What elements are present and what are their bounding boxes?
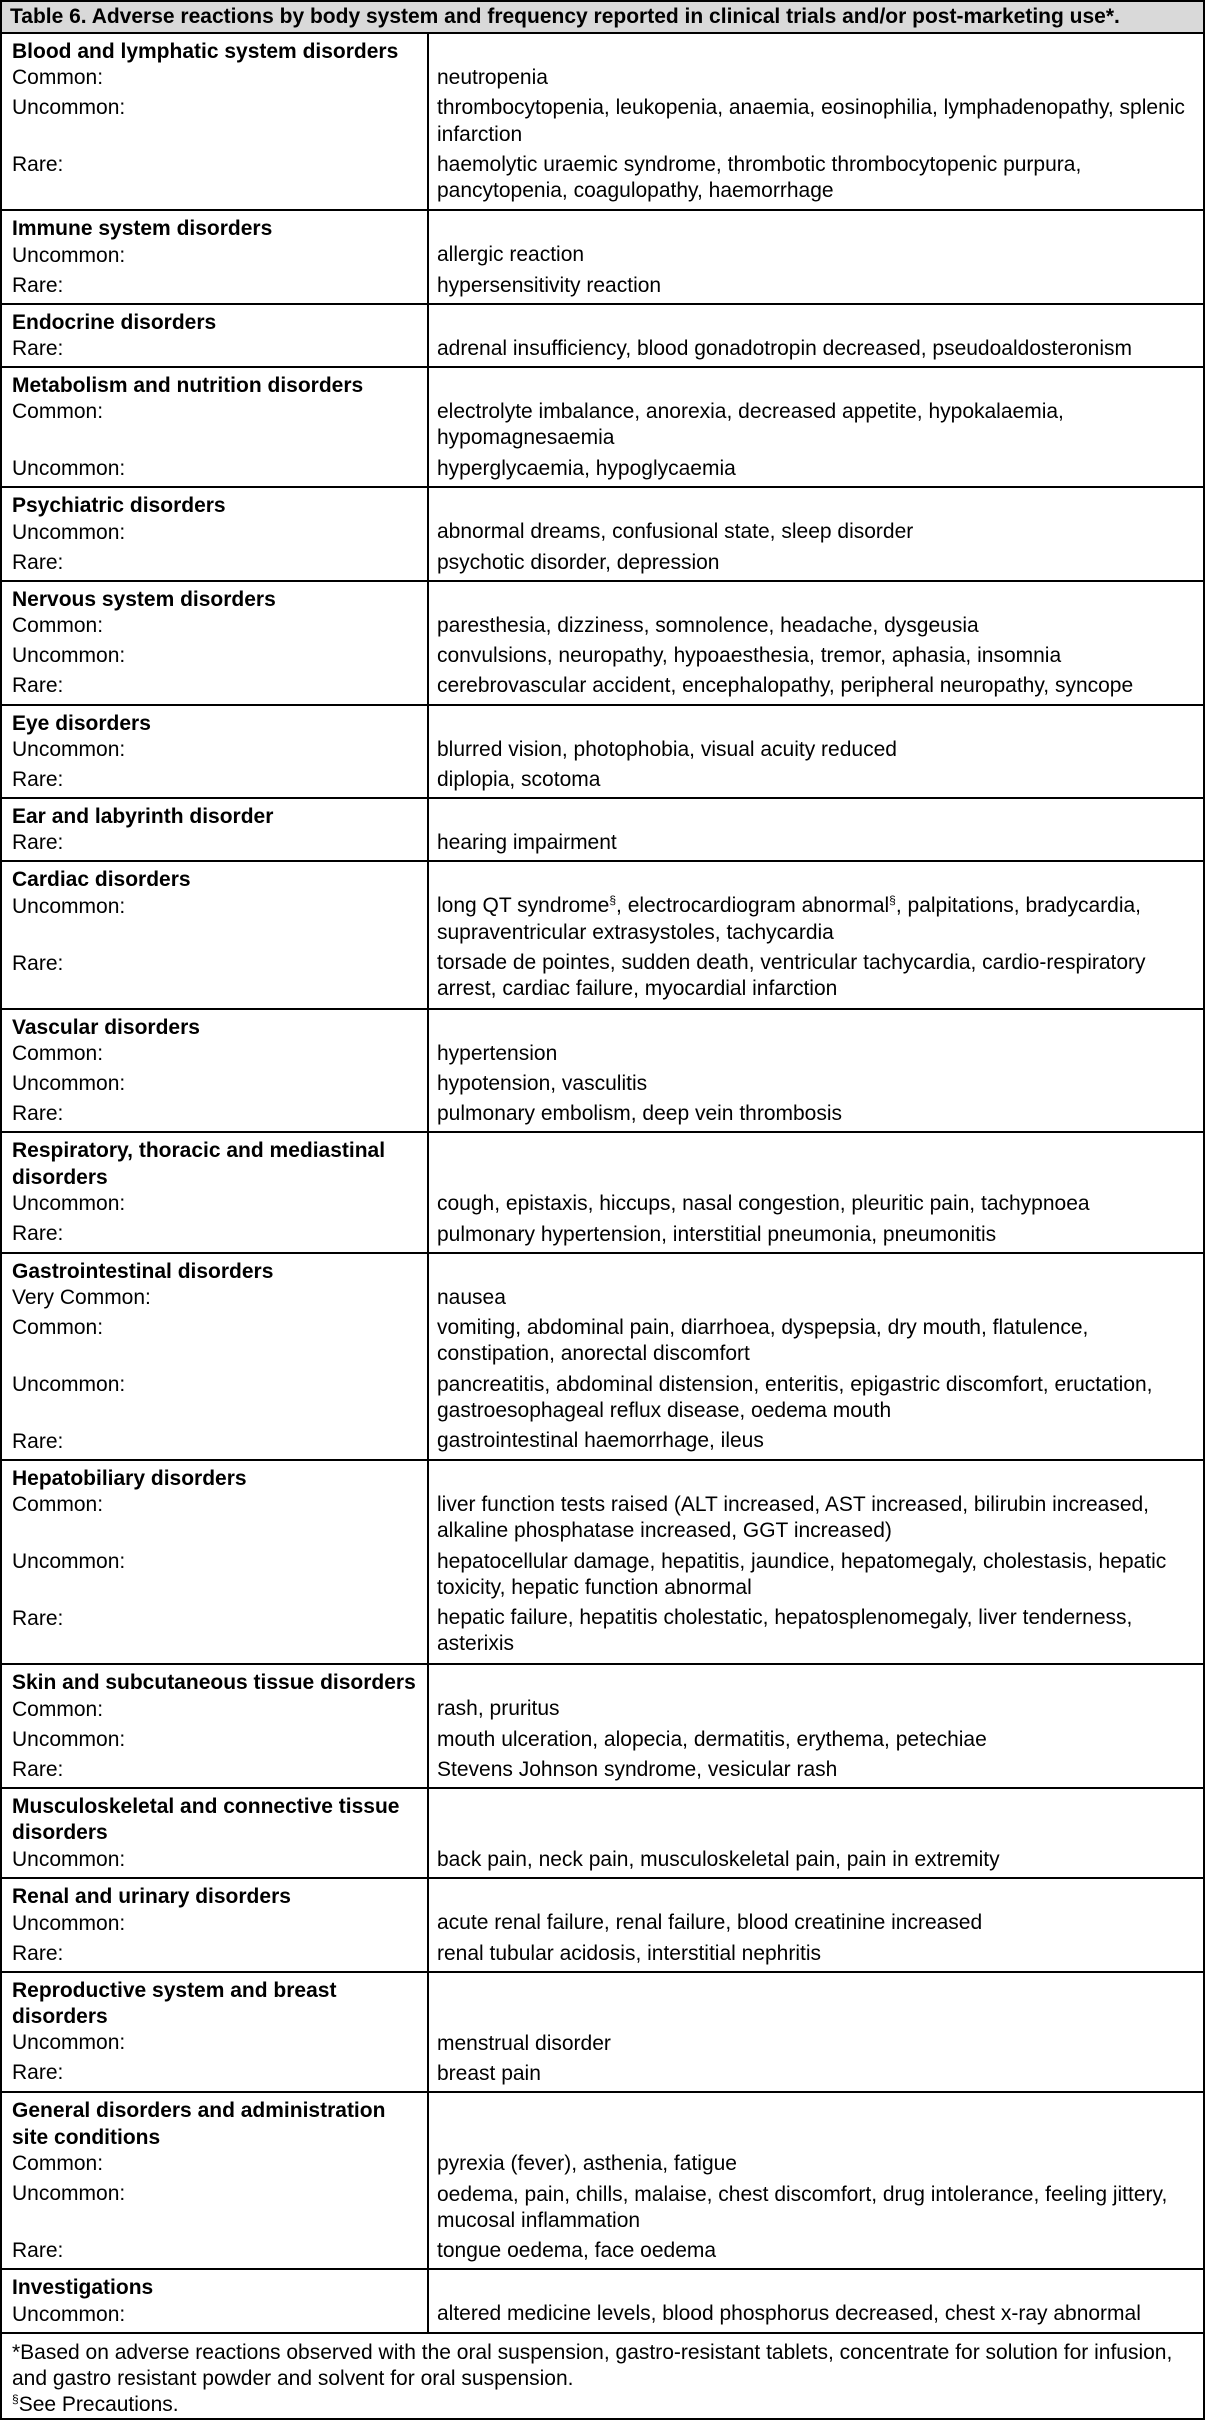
reaction-list: paresthesia, dizziness, somnolence, headache, dysgeusia [437, 613, 979, 637]
table-body [2, 34, 1203, 2334]
frequency-label: Rare: [12, 831, 64, 855]
spacer [437, 2098, 1197, 2151]
reactions-column [429, 488, 1203, 580]
frequency-label: Rare: [12, 1221, 64, 1245]
frequency-label: Uncommon: [12, 520, 126, 544]
body-system-name: Endocrine disorders [12, 310, 217, 334]
table-title: Table 6. Adverse reactions by body system and frequency reported in clinical trials and/or post-marketing use*. [2, 2, 1203, 34]
spacer [437, 1670, 1197, 1696]
frequency-label: Common: [12, 614, 104, 637]
body-system-name: Investigations [12, 2276, 154, 2300]
frequency-label: Rare: [12, 273, 64, 297]
system-section [2, 368, 1203, 488]
spacer [437, 2275, 1197, 2301]
system-column [2, 1461, 429, 1663]
system-section [2, 862, 1203, 1009]
frequency-label: Uncommon: [12, 96, 126, 120]
reaction-list: pyrexia (fever), asthenia, fatigue [437, 2152, 737, 2176]
system-section [2, 305, 1203, 368]
frequency-label: Rare: [12, 550, 64, 574]
body-system-name: General disorders and administration site conditions [12, 2099, 386, 2149]
system-section [2, 1789, 1203, 1879]
reactions-column [429, 1133, 1203, 1252]
reactions-column [429, 582, 1203, 704]
reactions-column [429, 1789, 1203, 1877]
frequency-label: Uncommon: [12, 1071, 126, 1095]
reaction-list: blurred vision, photophobia, visual acuity reduced [437, 737, 897, 761]
table-footnotes [2, 2334, 1203, 2420]
body-system-name: Ear and labyrinth disorder [12, 805, 274, 828]
spacer [437, 1884, 1197, 1910]
system-section [2, 2270, 1203, 2333]
body-system-name: Musculoskeletal and connective tissue disorders [12, 1795, 400, 1845]
spacer [437, 1978, 1197, 2031]
reaction-list: cerebrovascular accident, encephalopathy, peripheral neuropathy, syncope [437, 674, 1134, 698]
frequency-label: Rare: [12, 1430, 64, 1453]
spacer [437, 587, 1197, 613]
frequency-label: Uncommon: [12, 894, 126, 918]
frequency-label: Uncommon: [12, 2181, 126, 2205]
reaction-list: renal tubular acidosis, interstitial nephritis [437, 1941, 822, 1965]
frequency-label: Very Common: [12, 1286, 151, 1309]
section-symbol: § [889, 893, 896, 908]
spacer [437, 711, 1197, 737]
reaction-list: abnormal dreams, confusional state, sleep disorder [437, 520, 914, 544]
reaction-list: back pain, neck pain, musculoskeletal pain, pain in extremity [437, 1848, 1000, 1871]
frequency-label: Uncommon: [12, 1727, 126, 1751]
body-system-name: Skin and subcutaneous tissue disorders [12, 1671, 416, 1695]
body-system-name: Hepatobiliary disorders [12, 1467, 247, 1490]
frequency-label: Common: [12, 66, 104, 90]
system-column [2, 488, 429, 580]
reactions-column [429, 305, 1203, 366]
reaction-list: pancreatitis, abdominal distension, enteritis, epigastric discomfort, eructation, gastroesophageal reflux disease, oedema mouth [437, 1372, 1153, 1422]
frequency-label: Rare: [12, 1941, 64, 1965]
system-column [2, 1133, 429, 1252]
reaction-list: liver function tests raised (ALT increased, AST increased, bilirubin increased, alkaline phosphatase increased, GGT increased) [437, 1493, 1150, 1543]
reaction-list: menstrual disorder [437, 2031, 611, 2055]
reaction-list: haemolytic uraemic syndrome, thrombotic thrombocytopenic purpura, pancytopenia, coagulopathy, haemorrhage [437, 152, 1082, 202]
body-system-name: Psychiatric disorders [12, 494, 226, 518]
system-column [2, 2270, 429, 2331]
footnote-asterisk: *Based on adverse reactions observed with the oral suspension, gastro-resistant tablets, concentrate for solution for infusion, and gastro resistant powder and solvent for oral suspension. [12, 2340, 1173, 2390]
spacer [437, 1138, 1197, 1191]
reaction-list: hearing impairment [437, 831, 617, 854]
section-symbol: § [609, 893, 617, 908]
frequency-label: Uncommon: [12, 737, 126, 761]
reactions-column [429, 799, 1203, 860]
spacer [437, 1259, 1197, 1285]
reaction-list: convulsions, neuropathy, hypoaesthesia, tremor, aphasia, insomnia [437, 644, 1062, 667]
system-section [2, 488, 1203, 582]
reaction-list: diplopia, scotoma [437, 767, 601, 791]
body-system-name: Immune system disorders [12, 217, 273, 241]
reaction-list: cough, epistaxis, hiccups, nasal congestion, pleuritic pain, tachypnoea [437, 1192, 1090, 1216]
reaction-list: electrolyte imbalance, anorexia, decreased appetite, hypokalaemia, hypomagnesaemia [437, 400, 1064, 450]
frequency-label: Rare: [12, 1101, 64, 1125]
system-column [2, 862, 429, 1007]
system-section [2, 706, 1203, 800]
reaction-list: hepatocellular damage, hepatitis, jaundice, hepatomegaly, cholestasis, hepatic toxicity, hepatic function abnormal [437, 1549, 1167, 1599]
frequency-label: Rare: [12, 153, 64, 177]
spacer [437, 804, 1197, 830]
system-column [2, 2093, 429, 2268]
spacer [437, 310, 1197, 336]
frequency-label: Uncommon: [12, 1911, 126, 1935]
system-column [2, 1789, 429, 1877]
system-column [2, 368, 429, 486]
frequency-label: Common: [12, 400, 104, 424]
frequency-label: Common: [12, 1493, 104, 1517]
frequency-label: Uncommon: [12, 644, 126, 667]
system-column [2, 706, 429, 798]
reaction-list: oedema, pain, chills, malaise, chest discomfort, drug intolerance, feeling jittery, mucosal inflammation [437, 2182, 1168, 2232]
body-system-name: Reproductive system and breast disorders [12, 1978, 337, 2028]
frequency-label: Uncommon: [12, 1373, 126, 1396]
frequency-label: Uncommon: [12, 1191, 126, 1215]
body-system-name: Nervous system disorders [12, 587, 276, 611]
frequency-label: Uncommon: [12, 2302, 126, 2326]
system-section [2, 799, 1203, 862]
system-section [2, 211, 1203, 305]
reaction-list: long QT syndrome§, electrocardiogram abnormal§, palpitations, bradycardia, supraventricular extrasystoles, tachycardia [437, 893, 1141, 944]
reactions-column [429, 706, 1203, 798]
reaction-list: neutropenia [437, 66, 548, 89]
system-column [2, 1010, 429, 1132]
reaction-list: pulmonary hypertension, interstitial pneumonia, pneumonitis [437, 1222, 997, 1246]
system-column [2, 582, 429, 704]
system-section [2, 1461, 1203, 1665]
reaction-list: hepatic failure, hepatitis cholestatic, hepatosplenomegaly, liver tenderness, asterixis [437, 1606, 1133, 1656]
frequency-label: Rare: [12, 2238, 64, 2262]
body-system-name: Vascular disorders [12, 1015, 200, 1039]
spacer [437, 867, 1197, 893]
reactions-column [429, 1461, 1203, 1663]
system-section [2, 582, 1203, 706]
body-system-name: Cardiac disorders [12, 868, 191, 892]
footnote-section: §See Precautions. [12, 2392, 179, 2416]
reaction-list: hypertension [437, 1041, 558, 1065]
system-section [2, 1665, 1203, 1789]
reaction-list: nausea [437, 1285, 506, 1309]
body-system-name: Metabolism and nutrition disorders [12, 374, 364, 397]
reactions-column [429, 862, 1203, 1007]
body-system-name: Eye disorders [12, 711, 151, 735]
reaction-list: hypotension, vasculitis [437, 1071, 648, 1095]
frequency-label: Uncommon: [12, 1550, 126, 1574]
reaction-list: gastrointestinal haemorrhage, ileus [437, 1429, 764, 1452]
spacer [437, 1015, 1197, 1041]
body-system-name: Renal and urinary disorders [12, 1885, 291, 1909]
system-column [2, 1665, 429, 1787]
reaction-list: allergic reaction [437, 243, 585, 267]
system-section [2, 1879, 1203, 1973]
system-column [2, 1879, 429, 1971]
frequency-label: Uncommon: [12, 2031, 126, 2055]
frequency-label: Rare: [12, 1607, 64, 1631]
section-symbol: § [12, 2392, 19, 2406]
spacer [437, 216, 1197, 242]
system-section [2, 1133, 1203, 1254]
frequency-label: Uncommon: [12, 243, 126, 267]
frequency-label: Common: [12, 1697, 104, 1721]
reaction-list: rash, pruritus [437, 1697, 560, 1721]
frequency-label: Common: [12, 1316, 104, 1339]
system-section [2, 1010, 1203, 1134]
reactions-column [429, 1010, 1203, 1132]
reactions-column [429, 1973, 1203, 2092]
system-section [2, 34, 1203, 211]
reaction-list: hypersensitivity reaction [437, 273, 662, 297]
system-column [2, 305, 429, 366]
reaction-list: Stevens Johnson syndrome, vesicular rash [437, 1757, 838, 1781]
spacer [437, 1466, 1197, 1492]
spacer [437, 373, 1197, 399]
reaction-list: tongue oedema, face oedema [437, 2239, 717, 2262]
system-column [2, 1973, 429, 2092]
system-column [2, 34, 429, 209]
reaction-list: thrombocytopenia, leukopenia, anaemia, eosinophilia, lymphadenopathy, splenic infarction [437, 96, 1185, 146]
frequency-label: Rare: [12, 767, 64, 791]
reaction-list: hyperglycaemia, hypoglycaemia [437, 456, 736, 480]
reactions-column [429, 2093, 1203, 2268]
reactions-column [429, 1879, 1203, 1971]
reactions-column [429, 368, 1203, 486]
reactions-column [429, 34, 1203, 209]
reactions-column [429, 211, 1203, 303]
body-system-name: Gastrointestinal disorders [12, 1259, 274, 1283]
reactions-column [429, 1254, 1203, 1459]
body-system-name: Respiratory, thoracic and mediastinal disorders [12, 1139, 386, 1189]
reaction-list: torsade de pointes, sudden death, ventricular tachycardia, cardio-respiratory arrest, cardiac failure, myocardial infarction [437, 950, 1146, 1000]
reaction-list: psychotic disorder, depression [437, 550, 720, 574]
frequency-label: Common: [12, 1041, 104, 1065]
system-column [2, 799, 429, 860]
frequency-label: Rare: [12, 337, 64, 360]
spacer [437, 1794, 1197, 1847]
frequency-label: Rare: [12, 1757, 64, 1781]
spacer [437, 493, 1197, 519]
system-section [2, 2093, 1203, 2270]
reactions-column [429, 2270, 1203, 2331]
frequency-label: Rare: [12, 951, 64, 975]
system-section [2, 1973, 1203, 2094]
reaction-list: pulmonary embolism, deep vein thrombosis [437, 1102, 843, 1125]
spacer [437, 39, 1197, 65]
reaction-list: vomiting, abdominal pain, diarrhoea, dyspepsia, dry mouth, flatulence, constipation, anorectal discomfort [437, 1316, 1089, 1366]
system-column [2, 211, 429, 303]
reaction-list: mouth ulceration, alopecia, dermatitis, erythema, petechiae [437, 1727, 987, 1751]
frequency-label: Uncommon: [12, 457, 126, 481]
system-column [2, 1254, 429, 1459]
frequency-label: Uncommon: [12, 1847, 126, 1871]
reaction-list: breast pain [437, 2062, 541, 2085]
reactions-column [429, 1665, 1203, 1787]
frequency-label: Common: [12, 2151, 104, 2175]
body-system-name: Blood and lymphatic system disorders [12, 40, 399, 63]
reaction-list: altered medicine levels, blood phosphorus decreased, chest x-ray abnormal [437, 2302, 1141, 2326]
reaction-list: adrenal insufficiency, blood gonadotropin decreased, pseudoaldosteronism [437, 336, 1133, 360]
frequency-label: Rare: [12, 2061, 64, 2085]
frequency-label: Rare: [12, 674, 64, 697]
reaction-list: acute renal failure, renal failure, blood creatinine increased [437, 1911, 983, 1935]
system-section [2, 1254, 1203, 1461]
